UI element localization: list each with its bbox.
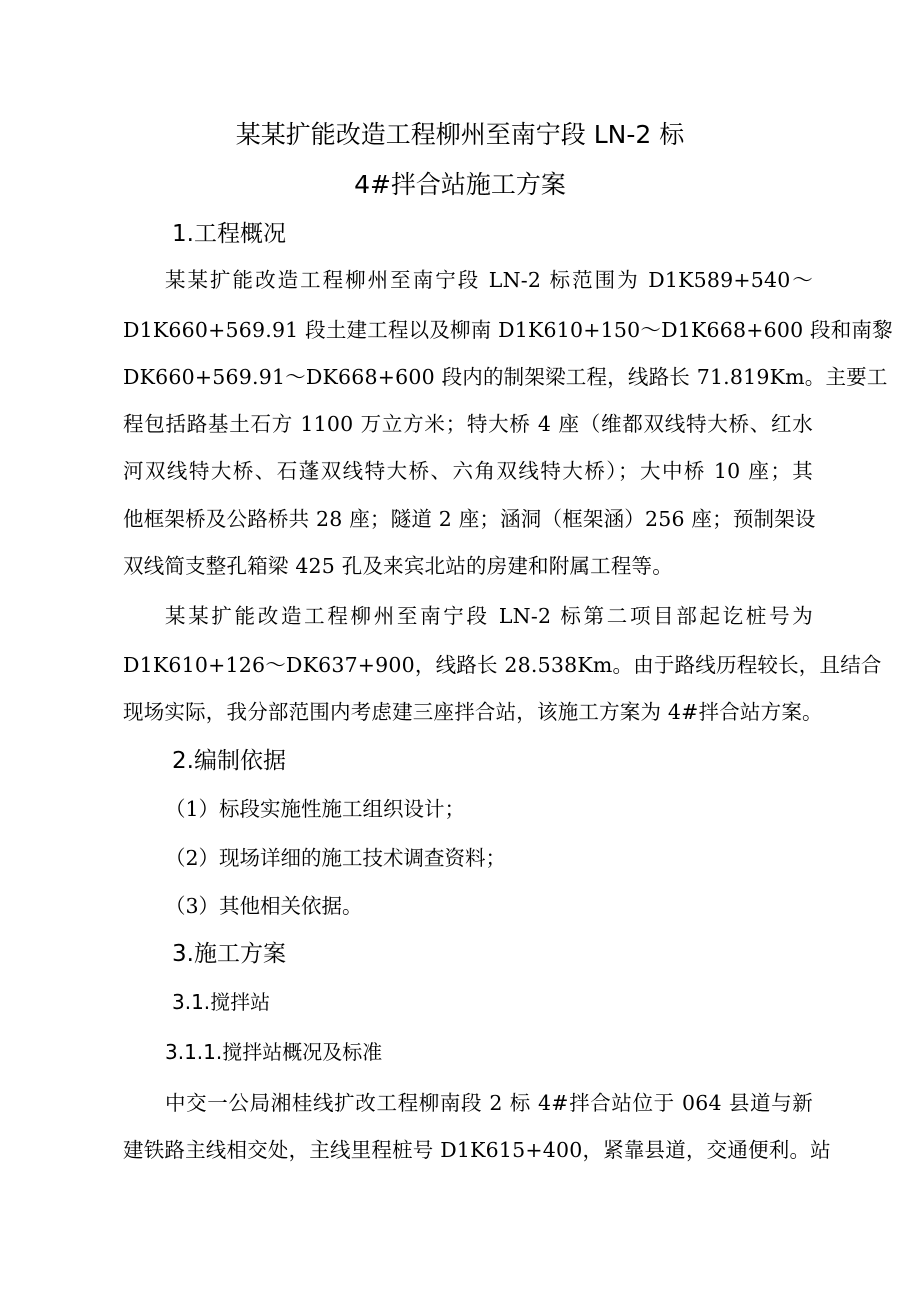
section3-1-heading: 3.1.搅拌站 (172, 990, 271, 1014)
paragraph-line: 双线简支整孔箱梁 425 孔及来宾北站的房建和附属工程等。 (123, 554, 673, 578)
paragraph-line: 河双线特大桥、石蓬双线特大桥、六角双线特大桥）；大中桥 10 座；其 (123, 459, 813, 483)
basis-list-item: （3）其他相关依据。 (165, 894, 363, 918)
paragraph-line: D1K660+569.91 段土建工程以及柳南 D1K610+150～D1K668+600 段和南黎 (123, 318, 893, 342)
basis-list-item: （1）标段实施性施工组织设计； (165, 797, 466, 821)
paragraph-line: 程包括路基土石方 1100 万立方米；特大桥 4 座（维都双线特大桥、红水 (123, 412, 813, 436)
basis-list-item: （2）现场详细的施工技术调查资料； (165, 846, 507, 870)
section3-1-1-heading: 3.1.1.搅拌站概况及标准 (165, 1040, 383, 1064)
paragraph-line: 某某扩能改造工程柳州至南宁段 LN-2 标范围为 D1K589+540～ (165, 268, 813, 292)
section2-heading: 2.编制依据 (172, 748, 286, 774)
document-title-line1: 某某扩能改造工程柳州至南宁段 LN-2 标 (235, 120, 685, 149)
paragraph-line: D1K610+126～DK637+900，线路长 28.538Km。由于路线历程较长，且结合 (123, 653, 882, 677)
document-title-line2: 4#拌合站施工方案 (354, 170, 566, 199)
paragraph-line: 现场实际，我分部范围内考虑建三座拌合站，该施工方案为 4#拌合站方案。 (123, 700, 823, 724)
paragraph-line: 建铁路主线相交处，主线里程桩号 D1K615+400，紧靠县道，交通便利。站 (123, 1138, 831, 1162)
paragraph-line: 某某扩能改造工程柳州至南宁段 LN-2 标第二项目部起讫桩号为 (165, 604, 813, 628)
section1-heading: 1.工程概况 (172, 221, 286, 247)
paragraph-line: 他框架桥及公路桥共 28 座；隧道 2 座；涵洞（框架涵）256 座；预制架设 (123, 507, 816, 531)
paragraph-line: 中交一公局湘桂线扩改工程柳南段 2 标 4#拌合站位于 064 县道与新 (165, 1091, 813, 1115)
section3-heading: 3.施工方案 (172, 941, 286, 967)
paragraph-line: DK660+569.91～DK668+600 段内的制架梁工程，线路长 71.819Km。主要工 (123, 365, 888, 389)
